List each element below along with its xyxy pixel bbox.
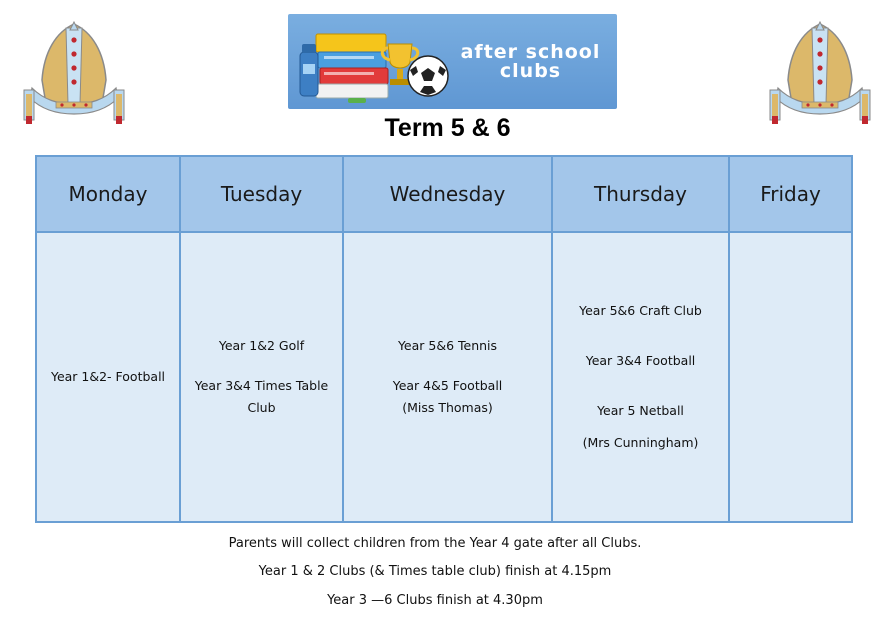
- wednesday-cell: [343, 232, 552, 522]
- header-wednesday: Wednesday: [343, 156, 552, 232]
- header-tuesday: Tuesday: [180, 156, 343, 232]
- club-entry: Year 1&2- Football: [50, 369, 166, 384]
- header-monday: Monday: [36, 156, 180, 232]
- table-header-row: [36, 156, 852, 232]
- friday-cell: [729, 232, 852, 522]
- page-title: Term 5 & 6: [384, 114, 511, 142]
- note-year1-2-finish: Year 1 & 2 Clubs (& Times table club) finish at 4.15pm: [258, 564, 612, 579]
- books-icon: [316, 34, 388, 98]
- tuesday-cell: [180, 232, 343, 522]
- monday-cell: [36, 232, 180, 522]
- club-entry: Year 5&6 Tennis: [397, 338, 498, 353]
- clubs-timetable: [35, 155, 853, 523]
- club-teacher: (Miss Thomas): [402, 400, 493, 415]
- header-thursday: Thursday: [552, 156, 729, 232]
- club-teacher: (Mrs Cunningham): [582, 435, 699, 450]
- mitre-icon-right: [760, 18, 880, 126]
- note-collection: Parents will collect children from the Year 4 gate after all Clubs.: [228, 536, 642, 551]
- banner-line-1: after school: [460, 41, 601, 63]
- after-school-clubs-banner: [288, 14, 617, 109]
- club-entry: Year 5 Netball: [597, 403, 684, 418]
- thursday-cell: [552, 232, 729, 522]
- mitre-icon-left: [14, 18, 134, 126]
- club-entry: Year 5&6 Craft Club: [579, 303, 702, 318]
- note-year3-6-finish: Year 3 —6 Clubs finish at 4.30pm: [327, 593, 543, 608]
- football-icon: [408, 56, 448, 96]
- club-entry: Year 3&4 Football: [585, 353, 696, 368]
- water-bottle-icon: [300, 44, 318, 96]
- header-friday: Friday: [729, 156, 852, 232]
- banner-line-2: clubs: [499, 60, 562, 82]
- club-entry: Year 1&2 Golf: [218, 338, 305, 353]
- club-entry: Year 4&5 Football: [392, 378, 503, 393]
- club-entry: Year 3&4 Times Table Club: [194, 378, 329, 415]
- table-row: [36, 232, 852, 522]
